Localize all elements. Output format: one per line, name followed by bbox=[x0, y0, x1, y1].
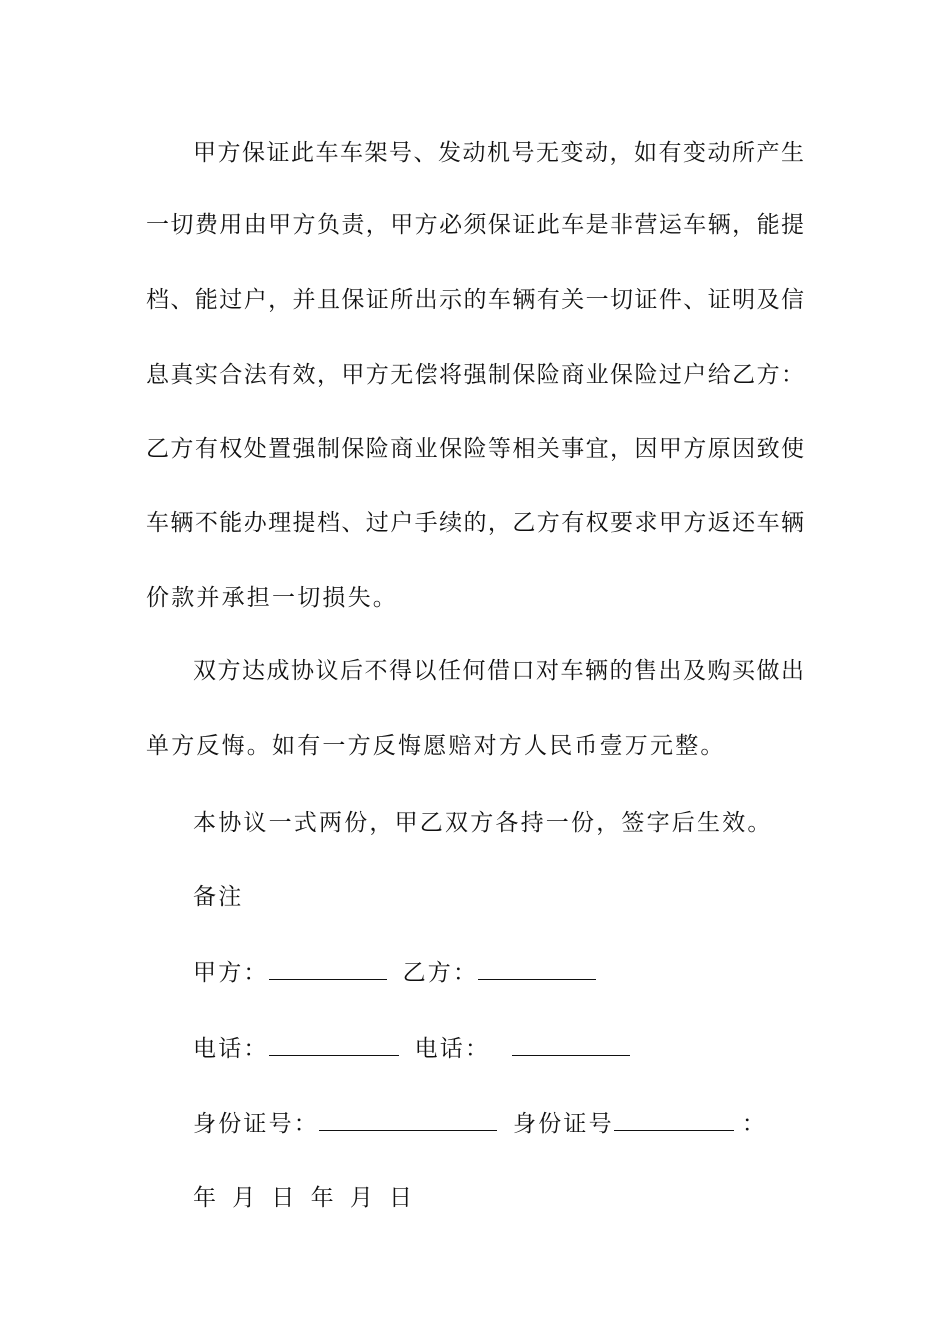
party-b-label: 乙方： bbox=[402, 960, 479, 986]
id-b-suffix: ： bbox=[741, 1111, 768, 1137]
date-year-a: 年 bbox=[193, 1185, 219, 1211]
paragraph-1-line-7: 价款并承担一切损失。 bbox=[146, 585, 398, 611]
phone-row bbox=[193, 1033, 851, 1064]
paragraph-2-line-2: 单方反悔。如有一方反悔愿赔对方人民币壹万元整。 bbox=[146, 733, 726, 759]
paragraph-1-line-2: 一切费用由甲方负责，甲方必须保证此车是非营运车辆，能提 bbox=[146, 212, 804, 238]
party-b-blank[interactable] bbox=[478, 957, 596, 980]
party-a-blank[interactable] bbox=[269, 957, 387, 980]
paragraph-1-line-3: 档、能过户，并且保证所出示的车辆有关一切证件、证明及信 bbox=[146, 287, 804, 313]
id-number-row bbox=[193, 1108, 851, 1139]
phone-a-label: 电话： bbox=[193, 1036, 269, 1062]
party-signature-row bbox=[193, 957, 851, 988]
paragraph-1-line-1: 甲方保证此车车架号、发动机号无变动，如有变动所产生 bbox=[193, 140, 804, 166]
date-day-b: 日 bbox=[389, 1185, 415, 1211]
paragraph-3: 本协议一式两份，甲乙双方各持一份，签字后生效。 bbox=[193, 810, 773, 836]
paragraph-1-line-5: 乙方有权处置强制保险商业保险等相关事宜，因甲方原因致使 bbox=[146, 436, 804, 462]
paragraph-1-line-6: 车辆不能办理提档、过户手续的，乙方有权要求甲方返还车辆 bbox=[146, 510, 804, 536]
date-day-a: 日 bbox=[271, 1185, 297, 1211]
party-a-label: 甲方： bbox=[193, 960, 269, 986]
id-a-blank[interactable] bbox=[319, 1108, 497, 1131]
paragraph-1-line-4: 息真实合法有效，甲方无偿将强制保险商业保险过户给乙方： bbox=[146, 362, 804, 388]
date-month-b: 月 bbox=[349, 1185, 376, 1211]
phone-b-label: 电话： bbox=[414, 1036, 491, 1062]
date-year-b: 年 bbox=[310, 1185, 336, 1211]
paragraph-2-line-1: 双方达成协议后不得以任何借口对车辆的售出及购买做出 bbox=[193, 658, 804, 684]
date-row bbox=[193, 1183, 851, 1213]
date-month-a: 月 bbox=[232, 1185, 258, 1211]
remark-heading: 备注 bbox=[193, 884, 244, 910]
id-a-label: 身份证号： bbox=[193, 1111, 319, 1137]
id-b-label: 身份证号 bbox=[513, 1111, 614, 1137]
id-b-blank[interactable] bbox=[614, 1108, 734, 1131]
phone-b-blank[interactable] bbox=[512, 1033, 630, 1056]
phone-a-blank[interactable] bbox=[269, 1033, 399, 1056]
